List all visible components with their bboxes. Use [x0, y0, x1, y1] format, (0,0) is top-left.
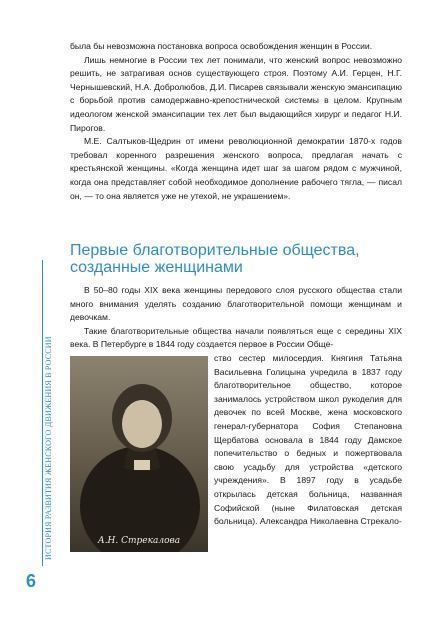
- paragraph-charity-intro: В 50–80 годы XIX века женщины передового слоя русского общества стали много внимания уделять созданию благотворительной помощи женщинам и девочкам.: [70, 285, 402, 323]
- photo-caption: А.Н. Стрекалова: [97, 536, 181, 546]
- portrait-illustration: [70, 356, 208, 552]
- side-rule: [42, 260, 43, 566]
- body-text-block: [70, 284, 402, 352]
- paragraph-saltykov: М.Е. Салтыков-Щедрин от имени революционной демократии 1870-х годов требовал коренного разрешения женского вопроса, предлагая начать с крестьянской женщины. «Когда женщина идет шаг за шагом рядом с мужчиной, когда она представляет собой необходимое дополнение рабочего тягла, — писал он, — то она является уже не утехой, не украшением».: [70, 136, 402, 201]
- paragraph-continuation: была бы невозможна постановка вопроса освобождения женщин в России.: [70, 41, 373, 51]
- side-running-title: ИСТОРИЯ РАЗВИТИЯ ЖЕНСКОГО ДВИЖЕНИЯ В РОССИИ: [44, 336, 53, 560]
- page-number: 6: [26, 571, 37, 591]
- paragraph-wrapped: ство сестер милосердия. Княгиня Татьяна Васильевна Голицына учредила в 1837 году благотворительное общество, которое занималось устройством школ рукоделия для девочек по всей Москве, жена московского генерал-губернатора София Степановна Щербатова основала в 1844 году Дамское попечительство о бедных и пожертвовала свою усадьбу для устройства «детского учреждения». В 1897 году в усадьбе открылась детская больница, названная Софийской (ныне Филатовская детская больница). Александра Николаевна Стрекало-: [214, 353, 402, 527]
- top-text-block: [70, 40, 402, 203]
- portrait-photo: [70, 356, 208, 552]
- paragraph-charity-societies: Такие благотворительные общества начали появляться еще с середины XIX века. В Петербурге в 1844 году создается первое в России Обще-: [70, 325, 402, 350]
- paragraph-herzen: Лишь немногие в России тех лет понимали, что женский вопрос невозможно решить, не затрагивая основ существующего строя. Поэтому А.И. Герцен, Н.Г. Чернышевский, Н.А. Добролюбов, Д.И. Писарев связывали женскую эмансипацию с борьбой против самодержавно-крепостнической системы в целом. Крупным идеологом женской эмансипации тех лет был выдающийся хирург и педагог Н.И. Пирогов.: [70, 54, 402, 133]
- wrapped-text-block: [214, 352, 402, 529]
- section-heading: Первые благотворительные общества, созданные женщинами: [70, 242, 360, 276]
